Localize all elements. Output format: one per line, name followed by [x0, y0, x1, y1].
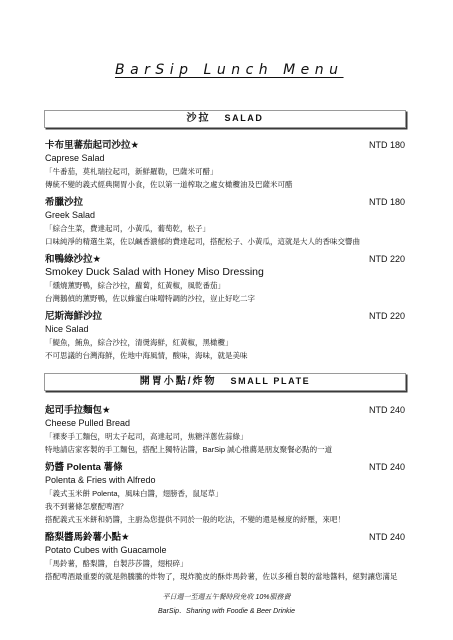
item-price: NTD 180: [368, 197, 405, 207]
item-ingredients: 「馬鈴薯，酪梨醬，自製莎莎醬，翅根碎」: [45, 559, 188, 568]
item-name-en: Polenta & Fries with Alfredo: [45, 475, 156, 485]
menu-item-polenta-fries: [45, 461, 405, 526]
item-description: 我不到薯條怎麼配啤酒？: [45, 502, 128, 511]
small-plate-items: [45, 404, 405, 583]
item-name-en: Cheese Pulled Bread: [45, 418, 131, 428]
item-price: NTD 240: [368, 462, 405, 472]
item-price: NTD 240: [368, 405, 405, 415]
item-price: NTD 220: [368, 311, 405, 321]
item-name-row: [45, 310, 405, 323]
section-heading-zh: 開胃小點/炸物: [139, 376, 217, 387]
item-name-zh: 酪梨醬馬鈴薯小點★: [45, 532, 130, 543]
item-description: 台灣鵝偵的薰野鴨，佐以蜂蜜白味噌特調的沙拉，豈止好吃二字: [45, 294, 255, 303]
item-name-zh: 起司手拉麵包★: [45, 405, 111, 416]
item-price: NTD 240: [368, 532, 405, 542]
section-heading-zh: 沙拉: [186, 113, 211, 124]
item-name-row: [45, 404, 405, 417]
item-price: NTD 220: [368, 254, 405, 264]
brand-tagline: BarSip．Sharing with Foodie & Beer Drinkie: [158, 608, 295, 615]
menu-item-cheese-pulled-bread: [45, 404, 405, 456]
section-heading-salad: [44, 110, 406, 128]
section-heading-en: SMALL PLATE: [230, 376, 311, 386]
item-name-en: Greek Salad: [45, 210, 96, 220]
item-name-row: [45, 196, 405, 209]
menu-footer: [0, 591, 453, 619]
item-name-row: [45, 461, 405, 474]
item-name-en: Nice Salad: [45, 324, 89, 334]
item-ingredients: 「裸麥手工麵包，明太子起司，高達起司，焦糖洋蔥佐蒜綠」: [45, 432, 248, 441]
item-name-row: [45, 139, 405, 152]
item-ingredients: 「牛番茄，莫札瑞拉起司，新鮮羅勒，巴薩米可醋」: [45, 167, 218, 176]
menu-item-nice-salad: [45, 310, 405, 362]
item-name-row: [45, 531, 405, 544]
salad-items: [45, 139, 405, 362]
item-name-zh: 卡布里蕃茄起司沙拉★: [45, 140, 140, 151]
item-name-row: [45, 253, 405, 266]
menu-item-smokey-duck-salad: [45, 253, 405, 305]
menu-item-greek-salad: [45, 196, 405, 248]
menu-item-potato-cubes: [45, 531, 405, 583]
item-description: 特地請店家客製的手工麵包，搭配上獨特沾醬，BarSip 誠心推薦是朋友聚餐必點的一道: [45, 445, 333, 454]
item-description: 口味純淨的精選生菜，佐以鹹香濃郁的費達起司，搭配松子、小黃瓜，這就是大人的香味交響曲: [45, 237, 360, 246]
section-heading-en: SALAD: [224, 113, 264, 123]
item-name-zh: 尼斯海鮮沙拉: [45, 311, 103, 322]
service-fee-note: 平日週一至週五午餐時段免收 10%服務費: [162, 594, 291, 601]
menu-title: BarSip Lunch Menu: [114, 62, 344, 78]
section-heading-small-plate: [44, 373, 406, 391]
item-name-zh: 和鴨綠沙拉★: [45, 254, 102, 265]
item-price: NTD 180: [368, 140, 405, 150]
item-description: 搭配義式玉米餅和奶醬，主廚為您提供不同於一般的吃法，不變的還是極度的紓壓，來吧！: [45, 515, 345, 524]
item-ingredients: 「鯷魚，鮪魚，綜合沙拉，清燙海鮮，紅黃椒，黑橄欖」: [45, 338, 233, 347]
item-ingredients: 「燻燒薰野鴨，綜合沙拉，蘿蔔，紅黃椒，風乾番茄」: [45, 281, 225, 290]
item-ingredients: 「義式玉米餅 Polenta，風味白醬，翅膀香，鼠尾草」: [45, 489, 223, 498]
item-name-zh: 希臘沙拉: [45, 197, 84, 208]
item-name-zh: 奶醬 Polenta 薯條: [45, 462, 123, 473]
item-description: 不可思議的台灣海鮮，佐地中海風情，酸味，海味，就是美味: [45, 351, 248, 360]
item-name-en: Smokey Duck Salad with Honey Miso Dressing: [45, 266, 264, 278]
menu-item-caprese-salad: [45, 139, 405, 191]
item-description: 搭配啤酒最重要的就是熱騰騰的炸物了，現炸脆皮的酥炸馬鈴薯，佐以多種自製的當地醬料，絕對讓您滿足: [45, 572, 398, 581]
item-name-en: Caprese Salad: [45, 153, 105, 163]
item-description: 傳統不變的義式經典開胃小食，佐以第一道榨取之處女橄欖油及巴薩米可醋: [45, 180, 293, 189]
item-name-en: Potato Cubes with Guacamole: [45, 545, 167, 555]
item-ingredients: 「綜合生菜，費達起司，小黃瓜，葡萄乾，松子」: [45, 224, 210, 233]
